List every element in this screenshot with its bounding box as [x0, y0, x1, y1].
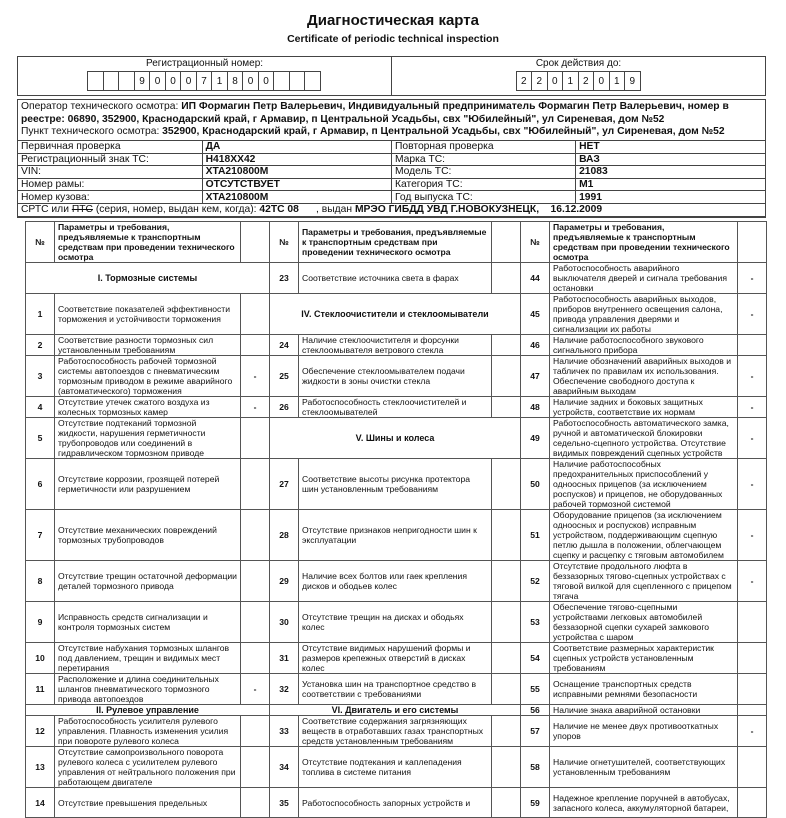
item-number: 47: [521, 356, 550, 397]
col-num: №: [26, 222, 55, 263]
item-text: Отсутствие видимых нарушений формы и размеров крепежных отверстий в дисках колес: [299, 643, 492, 674]
item-text: Работоспособность запорных устройств и: [299, 788, 492, 818]
item-number: 2: [26, 335, 55, 356]
field-row: [18, 178, 765, 191]
table-row: [26, 294, 767, 335]
table-row: [26, 674, 767, 705]
item-text: Отсутствие механических повреждений тормозных трубопроводов: [55, 510, 241, 561]
item-result: [241, 335, 270, 356]
item-text: Работоспособность аварийного выключателя дверей и сигнала требования остановки: [550, 263, 738, 294]
item-text: Соответствие источника света в фарах: [299, 263, 492, 294]
operator-value: ИП Формагин Петр Валерьевич, Индивидуальный предприниматель Формагин Петр Валерьевич, номер в реестре: 06890, 352900, Краснодарский край, г Армавир, п Центральной Усадьбы, свх "Юбилейный", ул Сиреневая, дом №52: [21, 101, 729, 125]
item-result: -: [241, 674, 270, 705]
table-row: [26, 356, 767, 397]
table-row: [26, 397, 767, 418]
field-value: 1991: [576, 191, 765, 204]
item-text: Отсутствие продольного люфта в беззазорных тягово-сцепных устройствах с тяговой вилкой для сцепленного с прицепом тягача: [550, 561, 738, 602]
item-number: 33: [270, 716, 299, 747]
item-number: 58: [521, 747, 550, 788]
vehicle-fields: [18, 141, 765, 217]
item-result: [492, 510, 521, 561]
item-number: 1: [26, 294, 55, 335]
vehicle-info: [17, 99, 766, 218]
digit-cell: [103, 71, 120, 91]
digit-cell: 9: [134, 71, 151, 91]
item-number: 5: [26, 418, 55, 459]
item-number: 6: [26, 459, 55, 510]
item-number: 25: [270, 356, 299, 397]
digit-cell: [304, 71, 321, 91]
field-value: XTA210800M: [202, 191, 391, 204]
table-row: [26, 716, 767, 747]
field-label: Категория ТС:: [391, 178, 575, 191]
item-result: [241, 788, 270, 818]
valid-until-block: [391, 57, 765, 95]
item-number: 53: [521, 602, 550, 643]
field-value: Н418ХХ42: [202, 153, 391, 166]
page-subtitle: Certificate of periodic technical inspection: [287, 33, 499, 45]
item-result: -: [738, 510, 767, 561]
item-number: 59: [521, 788, 550, 818]
item-number: 4: [26, 397, 55, 418]
item-text: Наличие не менее двух противооткатных упоров: [550, 716, 738, 747]
srts-issued-label: , выдан: [298, 204, 355, 216]
item-text: Наличие знака аварийной остановки: [550, 705, 738, 716]
item-result: [241, 602, 270, 643]
item-text: Работоспособность рабочей тормозной системы автопоездов с пневматическим тормозным приводом в режиме аварийного (автоматического) торможения: [55, 356, 241, 397]
item-text: Наличие стеклоочистителя и форсунки стеклоомывателя ветрового стекла: [299, 335, 492, 356]
item-text: Наличие всех болтов или гаек крепления дисков и ободьев колес: [299, 561, 492, 602]
field-label: VIN:: [18, 166, 202, 179]
operator-label: Оператор технического осмотра:: [21, 101, 182, 112]
srts-issuer: МРЭО ГИБДД УВД Г.НОВОКУЗНЕЦК,: [354, 204, 540, 216]
item-result: [492, 561, 521, 602]
item-result: [241, 747, 270, 788]
item-number: 35: [270, 788, 299, 818]
col-num: №: [521, 222, 550, 263]
table-row: [26, 643, 767, 674]
item-number: 34: [270, 747, 299, 788]
item-number: 12: [26, 716, 55, 747]
field-value: НЕТ: [576, 141, 765, 154]
field-label: Первичная проверка: [18, 141, 202, 154]
item-result: -: [738, 356, 767, 397]
item-text: Исправность средств сигнализации и контроля тормозных систем: [55, 602, 241, 643]
col-result: [241, 222, 270, 263]
item-number: 27: [270, 459, 299, 510]
item-number: 52: [521, 561, 550, 602]
item-result: [738, 643, 767, 674]
field-value: ОТСУТСТВУЕТ: [202, 178, 391, 191]
item-text: Наличие работоспособного звукового сигнального прибора: [550, 335, 738, 356]
col-num: №: [270, 222, 299, 263]
item-result: [738, 674, 767, 705]
item-result: [241, 418, 270, 459]
item-text: Расположение и длина соединительных шлангов пневматического тормозного привода автопоездов: [55, 674, 241, 705]
digit-cell: 0: [258, 71, 275, 91]
digit-cell: 1: [211, 71, 228, 91]
item-result: -: [738, 418, 767, 459]
field-label: Номер рамы:: [18, 178, 202, 191]
col-result: [492, 222, 521, 263]
section-heading: IV. Стеклоочистители и стеклоомыватели: [270, 294, 521, 335]
item-text: Оборудование прицепов (за исключением одноосных и роспусков) исправным устройством, поддерживающим сцепную петлю дышла в положении, облегчающем сцепку и расцепку с тяговым автомобилем: [550, 510, 738, 561]
item-number: 32: [270, 674, 299, 705]
item-number: 26: [270, 397, 299, 418]
field-value: M1: [576, 178, 765, 191]
item-number: 45: [521, 294, 550, 335]
item-result: [241, 294, 270, 335]
digit-cell: 9: [624, 71, 641, 91]
item-text: Отсутствие подтеканий тормозной жидкости, нарушения герметичности трубопроводов или соединений в гидравлическом тормозном приводе: [55, 418, 241, 459]
digit-cell: 2: [578, 71, 595, 91]
digit-cell: 0: [149, 71, 166, 91]
srts-desc: (серия, номер, выдан кем, когда):: [92, 204, 260, 216]
item-number: 24: [270, 335, 299, 356]
digit-cell: 0: [593, 71, 610, 91]
item-result: -: [738, 459, 767, 510]
field-row: [18, 191, 765, 204]
item-text: Отсутствие трещин на дисках и ободьях колес: [299, 602, 492, 643]
item-number: 50: [521, 459, 550, 510]
item-number: 14: [26, 788, 55, 818]
inspection-table: [25, 221, 767, 818]
item-text: Оснащение транспортных средств исправными ремнями безопасности: [550, 674, 738, 705]
item-number: 23: [270, 263, 299, 294]
item-result: -: [738, 294, 767, 335]
item-result: [241, 643, 270, 674]
field-value: XTA210800M: [202, 166, 391, 179]
table-row: [26, 705, 767, 716]
header-box: [17, 56, 766, 96]
table-row: [26, 335, 767, 356]
valid-until-label: Срок действия до:: [535, 58, 622, 69]
field-label: Год выпуска ТС:: [391, 191, 575, 204]
item-text: Соответствие содержания загрязняющих веществ в отработавших газах транспортных средств установленным требованиям: [299, 716, 492, 747]
item-number: 54: [521, 643, 550, 674]
item-result: [738, 788, 767, 818]
table-row: [26, 459, 767, 510]
item-result: -: [738, 561, 767, 602]
item-result: -: [738, 263, 767, 294]
item-result: [492, 674, 521, 705]
digit-cell: 0: [547, 71, 564, 91]
item-result: [738, 747, 767, 788]
item-result: [738, 705, 767, 716]
item-text: Отсутствие превышения предельных: [55, 788, 241, 818]
item-result: [492, 459, 521, 510]
section-heading: I. Тормозные системы: [26, 263, 270, 294]
table-row: [26, 747, 767, 788]
srts-date: 16.12.2009: [550, 204, 603, 216]
item-result: -: [241, 397, 270, 418]
item-number: 10: [26, 643, 55, 674]
field-value: 21083: [576, 166, 765, 179]
digit-cell: [118, 71, 135, 91]
item-number: 30: [270, 602, 299, 643]
item-text: Отсутствие трещин остаточной деформации деталей тормозного привода: [55, 561, 241, 602]
col-result: [738, 222, 767, 263]
valid-until-cells: [517, 71, 641, 91]
item-number: 29: [270, 561, 299, 602]
field-label: Номер кузова:: [18, 191, 202, 204]
section-heading: V. Шины и колеса: [270, 418, 521, 459]
field-row: [18, 166, 765, 179]
digit-cell: 8: [227, 71, 244, 91]
item-text: Работоспособность стеклоочистителей и стеклоомывателей: [299, 397, 492, 418]
item-number: 11: [26, 674, 55, 705]
item-text: Обеспечение тягово-сцепными устройствами легковых автомобилей беззазорной сцепки сухарей замкового устройства с шаром: [550, 602, 738, 643]
item-text: Отсутствие подтекания и каплепадения топлива в системе питания: [299, 747, 492, 788]
item-result: [492, 716, 521, 747]
item-text: Соответствие размерных характеристик сцепных устройств установленным требованиям: [550, 643, 738, 674]
table-row: [26, 510, 767, 561]
srts-prefix: СРТС или: [21, 204, 72, 216]
digit-cell: 1: [609, 71, 626, 91]
item-result: [492, 263, 521, 294]
table-header: [26, 222, 767, 263]
item-result: -: [738, 716, 767, 747]
item-text: Отсутствие признаков непригодности шин к эксплуатации: [299, 510, 492, 561]
item-text: Обеспечение стеклоомывателем подачи жидкости в зоны очистки стекла: [299, 356, 492, 397]
item-result: [738, 602, 767, 643]
item-result: [492, 397, 521, 418]
item-number: 46: [521, 335, 550, 356]
item-text: Отсутствие коррозии, грозящей потерей герметичности или разрушением: [55, 459, 241, 510]
srts-number: 42ТС 08: [259, 204, 299, 216]
item-text: Надежное крепление поручней в автобусах, запасного колеса, аккумуляторной батареи,: [550, 788, 738, 818]
item-result: [241, 510, 270, 561]
item-number: 48: [521, 397, 550, 418]
field-label: Повторная проверка: [391, 141, 575, 154]
table-row: [26, 418, 767, 459]
field-label: Модель ТС:: [391, 166, 575, 179]
item-number: 56: [521, 705, 550, 716]
digit-cell: 0: [165, 71, 182, 91]
operator-block: [18, 100, 765, 141]
registration-number-label: Регистрационный номер:: [145, 58, 264, 69]
table-row: [26, 788, 767, 818]
item-result: [492, 788, 521, 818]
field-row: [18, 153, 765, 166]
item-text: Отсутствие утечек сжатого воздуха из колесных тормозных камер: [55, 397, 241, 418]
item-text: Соответствие разности тормозных сил установленным требованиям: [55, 335, 241, 356]
item-text: Отсутствие набухания тормозных шлангов под давлением, трещин и видимых мест перетирания: [55, 643, 241, 674]
field-label: Регистрационный знак ТС:: [18, 153, 202, 166]
item-number: 9: [26, 602, 55, 643]
point-value: 352900, Краснодарский край, г Армавир, п Центральной Усадьбы, свх "Юбилейный", ул Сиреневая, дом №52: [162, 126, 725, 137]
item-number: 28: [270, 510, 299, 561]
item-result: [492, 356, 521, 397]
item-number: 44: [521, 263, 550, 294]
item-text: Наличие огнетушителей, соответствующих установленным требованиям: [550, 747, 738, 788]
digit-cell: [273, 71, 290, 91]
digit-cell: 0: [242, 71, 259, 91]
item-text: Работоспособность автоматического замка, ручной и автоматической блокировки седельно-сцепного устройства. Отсутствие видимых повреждений сцепных устройств: [550, 418, 738, 459]
item-result: [241, 561, 270, 602]
item-result: [492, 643, 521, 674]
field-label: Марка ТС:: [391, 153, 575, 166]
field-value: ВАЗ: [576, 153, 765, 166]
item-number: 13: [26, 747, 55, 788]
section-heading: VI. Двигатель и его системы: [270, 705, 521, 716]
item-text: Соответствие показателей эффективности торможения и устойчивости торможения: [55, 294, 241, 335]
table-row: [26, 602, 767, 643]
item-result: [492, 602, 521, 643]
field-value: ДА: [202, 141, 391, 154]
col-param: Параметры и требования, предъявляемые к транспортным средствам при проведении технического осмотра: [55, 222, 241, 263]
table-row: [26, 263, 767, 294]
col-param: Параметры и требования, предъявляемые к транспортным средствам при проведении технического осмотра: [550, 222, 738, 263]
item-number: 49: [521, 418, 550, 459]
digit-cell: 2: [531, 71, 548, 91]
item-number: 51: [521, 510, 550, 561]
section-heading: II. Рулевое управление: [26, 705, 270, 716]
point-label: Пункт технического осмотра:: [21, 126, 163, 137]
item-result: [492, 747, 521, 788]
page-title: Диагностическая карта: [307, 12, 479, 29]
registration-number-block: [18, 57, 391, 95]
item-number: 8: [26, 561, 55, 602]
item-result: [241, 459, 270, 510]
item-result: -: [241, 356, 270, 397]
item-result: [738, 335, 767, 356]
item-number: 57: [521, 716, 550, 747]
digit-cell: 0: [180, 71, 197, 91]
digit-cell: [289, 71, 306, 91]
digit-cell: [87, 71, 104, 91]
item-text: Работоспособность аварийных выходов, приборов внутреннего освещения салона, привода управления дверями и сигнализации их работы: [550, 294, 738, 335]
item-text: Отсутствие самопроизвольного поворота рулевого колеса с усилителем рулевого управления от нейтрального положения при работающем двигателе: [55, 747, 241, 788]
item-text: Работоспособность усилителя рулевого управления. Плавность изменения усилия при повороте рулевого колеса: [55, 716, 241, 747]
item-result: [241, 716, 270, 747]
digit-cell: 7: [196, 71, 213, 91]
item-text: Наличие работоспособных предохранительных приспособлений у одноосных прицепов (за исключением роспусков) и прицепов, не оборудованных рабочей тормозной системой: [550, 459, 738, 510]
item-text: Соответствие высоты рисунка протектора шин установленным требованиям: [299, 459, 492, 510]
item-result: -: [738, 397, 767, 418]
item-number: 3: [26, 356, 55, 397]
table-row: [26, 561, 767, 602]
digit-cell: 2: [516, 71, 533, 91]
srts-row: [18, 203, 765, 216]
srts-struck: ПТС: [71, 204, 93, 216]
item-text: Установка шин на транспортное средство в соответствии с требованиями: [299, 674, 492, 705]
item-result: [492, 335, 521, 356]
item-number: 55: [521, 674, 550, 705]
registration-number-cells: [88, 71, 321, 91]
field-row: [18, 141, 765, 154]
item-text: Наличие обозначений аварийных выходов и табличек по правилам их использования. Обеспечение свободного доступа к аварийным выходам: [550, 356, 738, 397]
item-number: 31: [270, 643, 299, 674]
col-param: Параметры и требования, предъявляемые к транспортным средствам при проведении технического осмотра: [299, 222, 492, 263]
item-text: Наличие задних и боковых защитных устройств, соответствие их нормам: [550, 397, 738, 418]
digit-cell: 1: [562, 71, 579, 91]
item-number: 7: [26, 510, 55, 561]
